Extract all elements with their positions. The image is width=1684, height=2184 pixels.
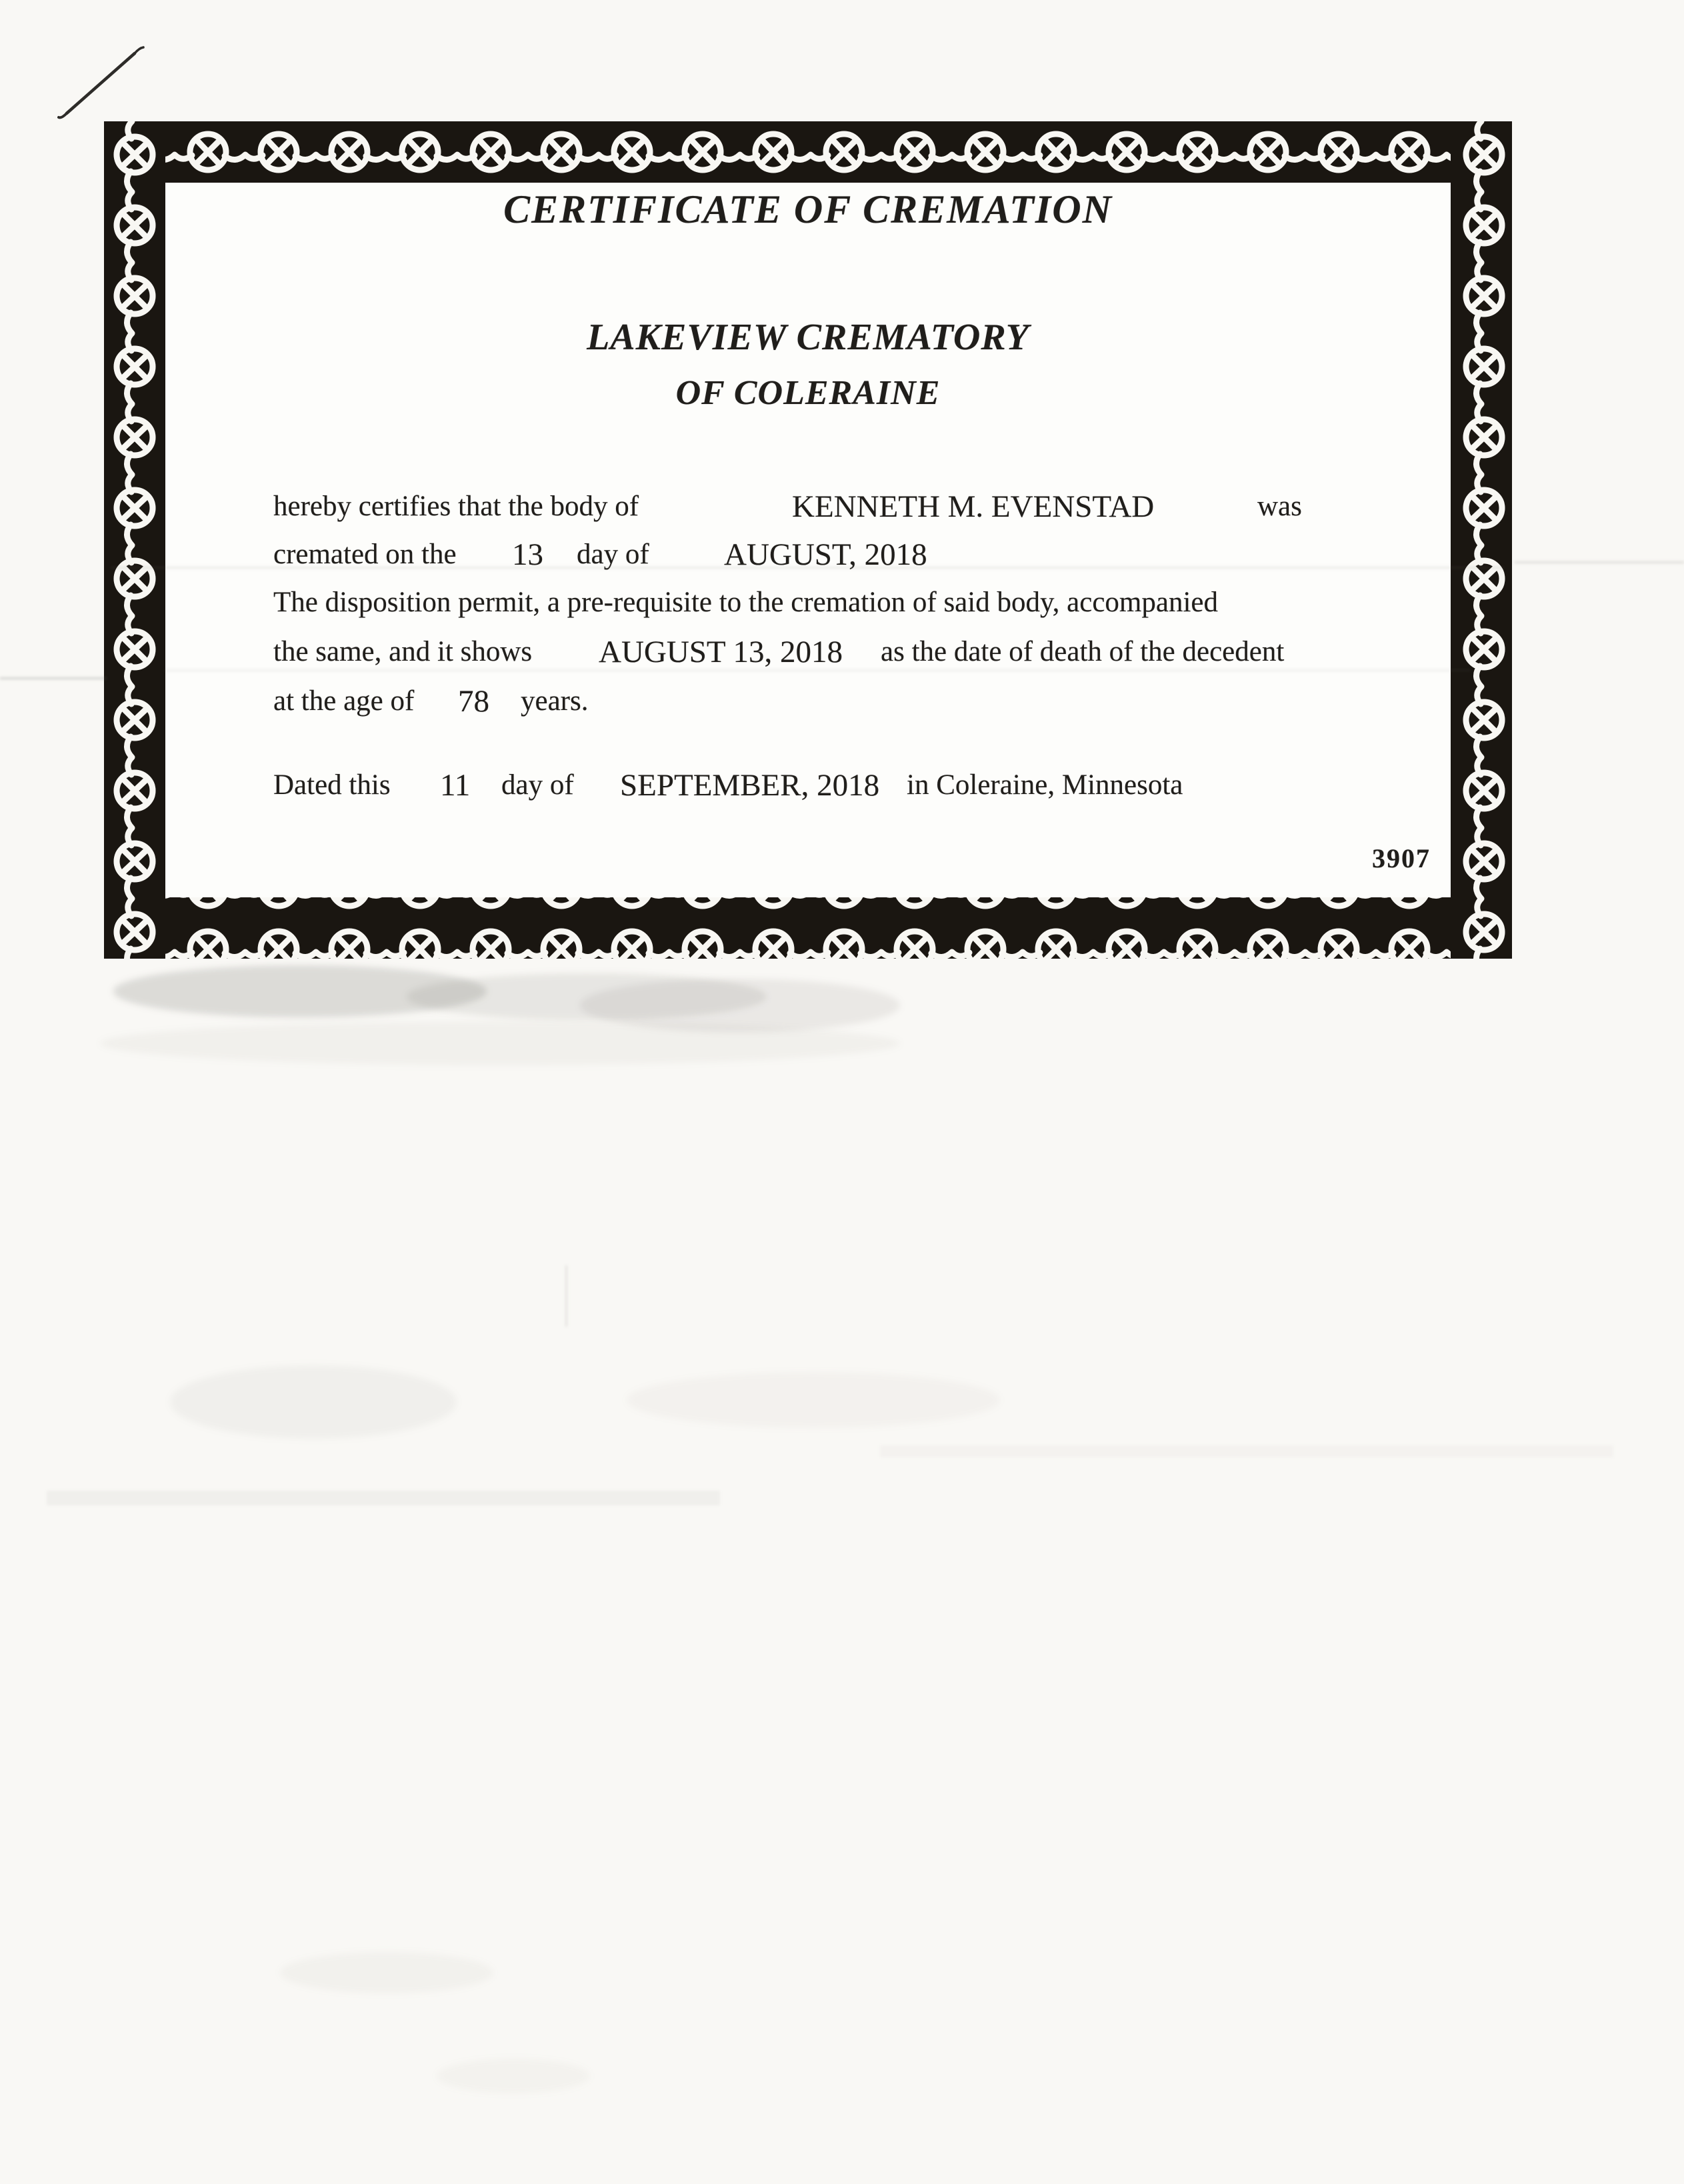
scan-smudge — [113, 965, 487, 1017]
death-date: AUGUST 13, 2018 — [599, 635, 843, 669]
pen-slash-mark — [53, 32, 153, 125]
decedent-name: KENNETH M. EVENSTAD — [792, 489, 1155, 524]
body-line-4 — [273, 633, 1493, 671]
scan-smudge — [100, 1021, 900, 1065]
scan-smudge — [580, 979, 900, 1032]
cremation-month-year: AUGUST, 2018 — [724, 537, 927, 572]
scan-smudge — [280, 1952, 493, 1993]
line1-text-end: was — [1257, 491, 1302, 522]
crematory-name: LAKEVIEW CREMATORY — [587, 317, 1029, 358]
line5-text-end: years. — [521, 685, 589, 717]
body-line-3 — [273, 584, 1493, 621]
decedent-age: 78 — [458, 684, 489, 719]
dated-location: in Coleraine, Minnesota — [907, 769, 1183, 801]
line4-text-end: as the date of death of the decedent — [881, 636, 1285, 667]
body-line-2 — [273, 536, 1493, 573]
line2-text-mid: day of — [577, 539, 649, 570]
scan-crease — [565, 1265, 567, 1327]
scan-smudge — [47, 1491, 720, 1505]
line4-text: the same, and it shows — [273, 636, 533, 667]
line1-text: hereby certifies that the body of — [273, 491, 639, 522]
scan-smudge — [170, 1365, 457, 1439]
certificate — [104, 121, 1512, 959]
border-bottom-band — [104, 897, 1512, 959]
line2-text: cremated on the — [273, 539, 457, 570]
dated-month-year: SEPTEMBER, 2018 — [620, 768, 880, 803]
scan-smudge — [627, 1372, 1000, 1428]
border-top-band — [104, 121, 1512, 183]
body-line-5 — [273, 683, 1493, 720]
scan-fold-line — [0, 677, 107, 679]
line3-text: The disposition permit, a pre-requisite to the cremation of said body, accompanied — [273, 587, 1218, 618]
border-left-band — [104, 121, 165, 959]
scan-fold-line — [1515, 561, 1684, 563]
line5-text: at the age of — [273, 685, 415, 717]
scan-smudge — [407, 973, 767, 1020]
dated-text: Dated this — [273, 769, 391, 801]
dated-text-mid: day of — [501, 769, 574, 801]
crematory-location: OF COLERAINE — [675, 374, 941, 412]
body-line-1 — [273, 488, 1493, 525]
cremation-day: 13 — [512, 537, 543, 572]
scan-smudge — [437, 2059, 590, 2093]
serial-number: 3907 — [1372, 843, 1431, 873]
certificate-title: CERTIFICATE OF CREMATION — [503, 187, 1113, 231]
dated-day: 11 — [440, 768, 471, 803]
dated-line — [273, 767, 1493, 804]
scan-smudge — [880, 1445, 1613, 1457]
